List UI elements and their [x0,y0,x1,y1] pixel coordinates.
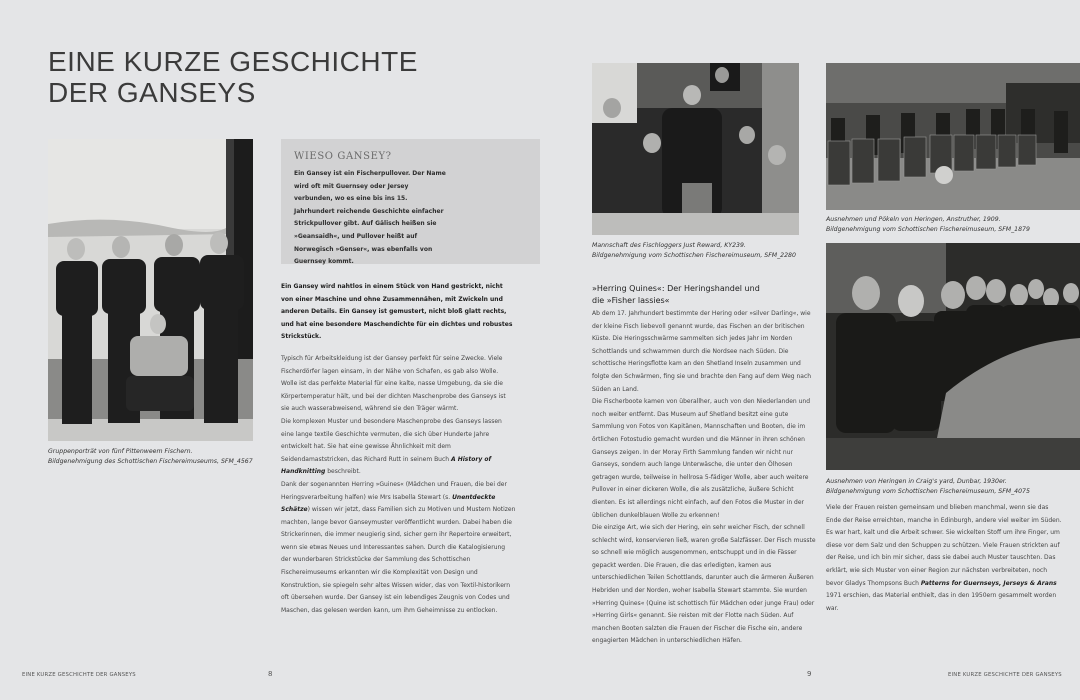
caption-credit: Bildgenehmigung vom Schottischen Fischereimuseum, SFM_4075 [826,487,1030,495]
section-heading-line: die »Fisher lassies« [592,296,670,305]
book-title: Patterns for Guernseys, Jerseys & Arans [920,579,1057,587]
body-paragraph: Die Fischerboote kamen von überallher, auch von den Niederlanden und noch weiter entfernt. Das Museum auf Shetland besitzt eine gute Sammlung von Fotos von Kapitänen, Mannschaften und Booten, die im örtlichen Fotostudio gemacht wurden und die Männer in ihren schönen Ganseys zeigen. In der Moray Firth Sammlung fanden wir nicht nur Ganseys, sondern auch lange Unterwäsche, die unter den Ölhosen getragen wurde, teilweise in hellrosa 5-fädiger Wolle, aber auch weitere Pullover in einer dickeren Wolle, die als zusätzliche, äußere Schicht dienten. Es ist allerdings nicht einfach, auf den Fotos die Muster in der üblichen dunkelblauen Wolle zu erkennen! [592,398,811,519]
body-paragraph: Ab dem 17. Jahrhundert bestimmte der Hering oder »silver Darling«, wie der kleine Fisch liebevoll genannt wurde, das Fischen an der britischen Küste. Die Heringsschwärme sammelten sich jedes Jahr im Norden Schottlands und schwammen durch die Nordsee nach Süden. Die schottische Heringsflotte kam an den Shetland Inseln zusammen und folgte den Schwärmen, fing sie und brachte den Fang auf dem Weg nach Süden an Land. [592,310,812,393]
page-number-right: 9 [807,670,812,678]
page-title [48,46,418,108]
left-running-footer: EINE KURZE GESCHICHTE DER GANSEYS [22,672,136,678]
text-run: Viele der Frauen reisten gemeinsam und blieben manchmal, wenn sie das Ende der Reise erreichten, manche in Edinburgh, andere viel weiter im Süden. Es war hart, kalt und die Arbeit schwer. Sie wickelten Stoff um ihre Finger, um diese vor dem Salz und den Schuppen zu schützen. Viele Frauen strickten auf der Reise, und ich bin mir sicher, dass sie dabei auch Muster tauschten. Das erklärt, wie sich Muster von einer Region zur nächsten verbreiteten, noch bevor Gladys Thompsons Buch [826,504,1062,587]
body-paragraph [281,479,516,618]
photo3-caption [826,215,1080,234]
photo-anstruther-herring-curing [826,63,1080,210]
left-body-text [281,281,516,617]
book-title: A History of Handknitting [281,455,492,476]
text-run: Die komplexen Muster und besondere Maschenprobe des Ganseys lassen eine lange textile Geschichte vermuten, die sich über Hunderte Jahre entwickelt hat. Sie hat eine gewisse Ähnlichkeit mit dem Seidendamaststricken, das Richard Rutt in seinem Buch [281,417,502,463]
text-run: 1971 erschien, das Material enthielt, das in den 1950ern gesammelt worden war. [826,592,1057,612]
caption-credit: Bildgenehmigung vom Schottischen Fischereimuseum, SFM_1879 [826,225,1030,233]
photo1-caption [48,447,278,466]
body-paragraph [826,502,1064,615]
body-paragraph: Die einzige Art, wie sich der Hering, ein sehr weicher Fisch, der schnell schlecht wird, konservieren ließ, waren große Salzfässer. Der Fisch musste so schnell wie möglich ausgenommen, entschuppt und in die Fässer gepackt werden. Die Frauen, die das erledigten, kamen aus unterschiedlichen Teilen Schottlands, darunter auch die ärmeren Äußeren Hebriden und der Norden, woher Isabella Stewart stammte. Sie wurden »Herring Quines« (Quine ist schottisch für Mädchen oder junge Frau) oder »Herring Girls« genannt. Sie reisten mit der Flotte nach Süden. Auf manchen Booten salzten die Frauen der Fischer die Fische ein, andere engagierten Mädchen in unterschiedlichen Häfen. [592,524,816,645]
photo2-caption [592,241,812,260]
caption-line: Mannschaft des Fischloggers Just Reward, KY239. [592,242,746,249]
title-line-1: EINE KURZE GESCHICHTE [48,46,418,77]
caption-line: Ausnehmen von Heringen in Craig's yard, Dunbar, 1930er. [826,478,1007,485]
cross-reference: Unentdeckte Schätze [281,493,496,514]
sidebar-heading: WIESO GANSEY? [294,151,392,162]
section-heading-line: »Herring Quines«: Der Heringshandel und [592,284,760,293]
body-paragraph [281,416,516,479]
crew-photo-graphic [592,63,799,235]
page-number-left: 8 [268,670,273,678]
photo-pittenweem-fishermen [48,139,253,441]
text-run: ) wissen wir jetzt, dass Familien sich zu Motiven und Mustern Notizen machten, lange bevor Ganseymuster veröffentlicht wurden. Dabei haben die Strickerinnen, die immer neugierig sind, sicher gern ihr Repertoire erweitert, wenn sie etwas Neues und Interessantes sahen. Durch die Katalogisierung der wunderbaren Strickstücke der Sammlung des Schottischen Fischereimuseums erkannten wir die Komplexität von Design und Konstruktion, sie spiegeln sehr altes Wissen wider, das von Textil-historikern oft übersehen wurde. Der Gansey ist ein lebendiges Zeugnis von Codes und Maschen, das gelesen werden kann, um ihm Geheimnisse zu entlocken. [281,506,516,614]
sidebar-wieso-gansey [281,139,540,264]
herring-gutting-photo-graphic [826,243,1080,470]
photo-just-reward-crew [592,63,799,235]
photo-dunbar-herring-gutting [826,243,1080,470]
lead-paragraph: Ein Gansey wird nahtlos in einem Stück von Hand gestrickt, nicht von einer Maschine und ohne Zusammennähen, mit Zwickeln und anderen Details. Ein Gansey ist gemustert, nicht bloß glatt rechts, und hat eine besondere Maschendichte für ein dichtes und robustes Strickstück. [281,283,513,341]
section-heading [592,283,816,307]
caption-line: Ausnehmen und Pökeln von Heringen, Anstruther, 1909. [826,216,1001,223]
right-running-footer: EINE KURZE GESCHICHTE DER GANSEYS [948,672,1062,678]
sidebar-text: Ein Gansey ist ein Fischerpullover. Der Name wird oft mit Guernsey oder Jersey verbunden, wo es eine bis ins 15. Jahrhundert reichende Geschichte einfacher Strickpullover gibt. Auf Gälisch heißen sie »Geansaidh«, und Pullover heißt auf Norwegisch »Genser«, was ebenfalls von Guernsey kommt. [294,170,446,266]
caption-credit: Bildgenehmigung des Schottischen Fischereimuseums, SFM_4567 [48,457,253,465]
body-paragraph: Typisch für Arbeitskleidung ist der Gansey perfekt für seine Zwecke. Viele Fischerdörfer lagen einsam, in der Nähe von Schafen, es gab also Wolle. Wolle ist das perfekte Material für eine kalte, nasse Umgebung, da sie die Körpertemperatur hält, und bei der dichten Maschenprobe des Ganseys ist sie auch wasserabweisend, während sie den Träger wärmt. [281,354,506,413]
text-run: Dank der sogenannten Herring »Guines« (Mädchen und Frauen, die bei der Heringsverarbeitung halfen) wie Mrs Isabella Stewart (s. [281,480,507,501]
right-body-text-col2 [826,502,1064,615]
herring-barrels-photo-graphic [826,63,1080,210]
photo4-caption [826,477,1080,496]
title-line-2: DER GANSEYS [48,77,256,108]
caption-credit: Bildgenehmigung vom Schottischen Fischereimuseum, SFM_2280 [592,251,796,259]
fishermen-group-photo-graphic [48,139,253,441]
text-run: beschreibt. [325,468,361,476]
caption-line: Gruppenporträt von fünf Pittenweem Fischern. [48,448,193,455]
right-body-text-col1 [592,283,816,648]
